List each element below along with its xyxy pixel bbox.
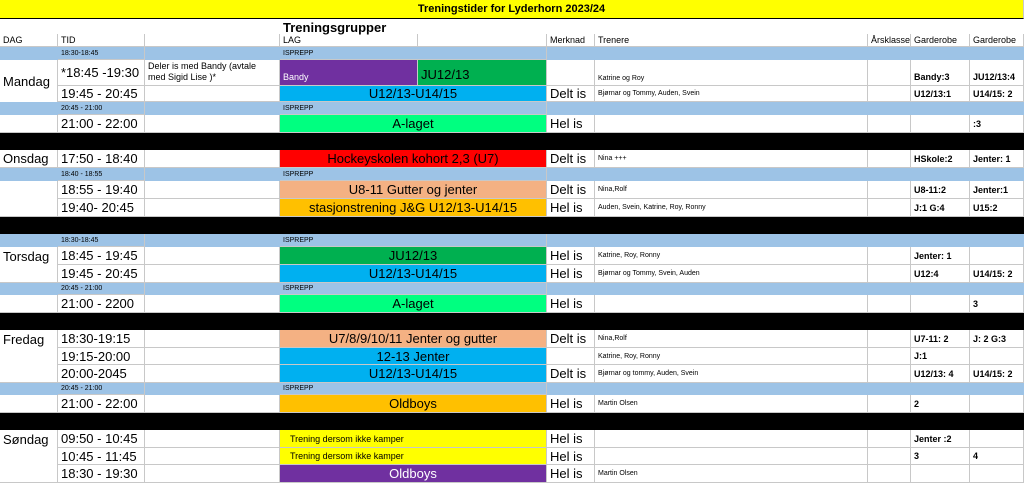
row-garderobe-2[interactable] — [970, 395, 1024, 413]
row-garderobe-2[interactable]: U14/15: 2 — [970, 265, 1024, 283]
row-garderobe-1[interactable]: U12:4 — [911, 265, 970, 283]
row-trenere[interactable] — [595, 430, 868, 448]
row-garderobe-2[interactable]: 4 — [970, 448, 1024, 465]
row-time[interactable]: 18:55 - 19:40 — [58, 181, 145, 199]
row-trenere[interactable] — [595, 448, 868, 465]
row-merknad[interactable]: Hel is — [547, 430, 595, 448]
isprepp-time[interactable]: 20:45 - 21:00 — [58, 383, 145, 395]
row-arsklasse[interactable] — [868, 247, 911, 265]
day-fredag[interactable]: Fredag — [0, 330, 58, 383]
row-note[interactable] — [145, 247, 280, 265]
row-merknad[interactable]: Hel is — [547, 247, 595, 265]
row-arsklasse[interactable] — [868, 199, 911, 217]
day-cell[interactable] — [0, 115, 58, 133]
row-time[interactable]: 19:45 - 20:45 — [58, 265, 145, 283]
col-header-arsklasse[interactable]: Årsklasse — [868, 34, 911, 47]
row-trenere[interactable] — [595, 115, 868, 133]
row-garderobe-2[interactable]: 3 — [970, 295, 1024, 313]
row-note[interactable] — [145, 365, 280, 383]
isprepp-time[interactable]: 18:30-18:45 — [58, 47, 145, 60]
row-garderobe-2[interactable]: J: 2 G:3 — [970, 330, 1024, 348]
row-garderobe-2[interactable] — [970, 465, 1024, 483]
team-hockeyskolen[interactable]: Hockeyskolen kohort 2,3 (U7) — [280, 150, 547, 168]
team-trening[interactable]: Trening dersom ikke kamper — [280, 448, 547, 465]
row-merknad[interactable]: Delt is — [547, 150, 595, 168]
row-garderobe-1[interactable] — [911, 295, 970, 313]
row-arsklasse[interactable] — [868, 365, 911, 383]
row-merknad[interactable]: Hel is — [547, 295, 595, 313]
day-torsdag[interactable]: Torsdag — [0, 247, 58, 283]
row-trenere[interactable] — [595, 295, 868, 313]
row-garderobe-1[interactable] — [911, 465, 970, 483]
row-trenere[interactable]: Nina +++ — [595, 150, 868, 168]
row-arsklasse[interactable] — [868, 181, 911, 199]
row-garderobe-2[interactable]: U14/15: 2 — [970, 365, 1024, 383]
day-cell[interactable] — [0, 181, 58, 217]
row-merknad[interactable]: Hel is — [547, 115, 595, 133]
team-a-laget[interactable]: A-laget — [280, 115, 547, 133]
row-note[interactable] — [145, 150, 280, 168]
row-merknad[interactable]: Delt is — [547, 330, 595, 348]
row-time[interactable]: 19:40- 20:45 — [58, 199, 145, 217]
col-header-tid[interactable]: TID — [58, 34, 145, 47]
row-note[interactable] — [145, 448, 280, 465]
row-trenere[interactable]: Nina,Rolf — [595, 181, 868, 199]
row-merknad[interactable]: Hel is — [547, 465, 595, 483]
team-u8-11[interactable]: U8-11 Gutter og jenter — [280, 181, 547, 199]
row-merknad[interactable]: Hel is — [547, 199, 595, 217]
team-a-laget[interactable]: A-laget — [280, 295, 547, 313]
col-header-blank[interactable] — [418, 34, 547, 47]
row-time[interactable]: 21:00 - 22:00 — [58, 395, 145, 413]
row-garderobe-1[interactable]: 3 — [911, 448, 970, 465]
row-note[interactable] — [145, 265, 280, 283]
isprepp-label[interactable]: ISPREPP — [280, 283, 547, 295]
isprepp-label[interactable]: ISPREPP — [280, 234, 547, 247]
row-arsklasse[interactable] — [868, 265, 911, 283]
row-note[interactable] — [145, 348, 280, 365]
row-note[interactable]: Deler is med Bandy (avtale med Sigid Lise )* — [145, 60, 280, 86]
team-cell[interactable]: U12/13-U14/15 — [280, 365, 547, 383]
row-note[interactable] — [145, 86, 280, 102]
day-cell[interactable] — [0, 295, 58, 313]
isprepp-time[interactable]: 18:30-18:45 — [58, 234, 145, 247]
row-garderobe-1[interactable]: Bandy:3 — [911, 60, 970, 86]
team-bandy[interactable]: Bandy — [280, 60, 418, 86]
row-garderobe-1[interactable]: J:1 G:4 — [911, 199, 970, 217]
row-note[interactable] — [145, 295, 280, 313]
row-arsklasse[interactable] — [868, 295, 911, 313]
row-arsklasse[interactable] — [868, 448, 911, 465]
row-merknad[interactable]: Hel is — [547, 265, 595, 283]
team-cell[interactable]: U12/13-U14/15 — [280, 86, 547, 102]
row-trenere[interactable]: Katrine og Roy — [595, 60, 868, 86]
row-merknad[interactable]: Delt is — [547, 86, 595, 102]
row-garderobe-1[interactable]: HSkole:2 — [911, 150, 970, 168]
row-arsklasse[interactable] — [868, 86, 911, 102]
row-time[interactable]: 18:30 - 19:30 — [58, 465, 145, 483]
row-time[interactable]: 19:15-20:00 — [58, 348, 145, 365]
row-note[interactable] — [145, 465, 280, 483]
row-merknad[interactable]: Hel is — [547, 395, 595, 413]
row-garderobe-1[interactable]: U12/13: 4 — [911, 365, 970, 383]
team-ju12-13[interactable]: JU12/13 — [418, 60, 547, 86]
day-separator — [0, 313, 1024, 330]
row-garderobe-2[interactable]: :3 — [970, 115, 1024, 133]
row-time[interactable]: 18:45 - 19:45 — [58, 247, 145, 265]
row-garderobe-1[interactable]: U8-11:2 — [911, 181, 970, 199]
team-trening[interactable]: Trening dersom ikke kamper — [280, 430, 547, 448]
col-header-garderobe-1[interactable]: Garderobe — [911, 34, 970, 47]
row-time[interactable]: 17:50 - 18:40 — [58, 150, 145, 168]
row-time[interactable]: 10:45 - 11:45 — [58, 448, 145, 465]
row-merknad[interactable] — [547, 348, 595, 365]
row-garderobe-1[interactable]: Jenter: 1 — [911, 247, 970, 265]
row-arsklasse[interactable] — [868, 465, 911, 483]
row-garderobe-1[interactable]: U7-11: 2 — [911, 330, 970, 348]
row-merknad[interactable] — [547, 60, 595, 86]
team-cell[interactable]: U12/13-U14/15 — [280, 265, 547, 283]
row-garderobe-1[interactable]: 2 — [911, 395, 970, 413]
row-trenere[interactable]: Katrine, Roy, Ronny — [595, 247, 868, 265]
team-stasjonstrening[interactable]: stasjonstrening J&G U12/13-U14/15 — [280, 199, 547, 217]
row-time[interactable]: 19:45 - 20:45 — [58, 86, 145, 102]
team-ju12-13[interactable]: JU12/13 — [280, 247, 547, 265]
col-header-garderobe-2[interactable]: Garderobe — [970, 34, 1024, 47]
day-separator — [0, 217, 1024, 234]
row-note[interactable] — [145, 115, 280, 133]
row-time[interactable]: 20:00-2045 — [58, 365, 145, 383]
row-trenere[interactable]: Auden, Svein, Katrine, Roy, Ronny — [595, 199, 868, 217]
row-time[interactable]: 18:30-19:15 — [58, 330, 145, 348]
isprepp-time[interactable]: 18:40 - 18:55 — [58, 168, 145, 181]
row-time[interactable]: 21:00 - 2200 — [58, 295, 145, 313]
row-arsklasse[interactable] — [868, 430, 911, 448]
team-u7-11[interactable]: U7/8/9/10/11 Jenter og gutter — [280, 330, 547, 348]
col-header-merknad[interactable]: Merknad — [547, 34, 595, 47]
row-garderobe-2[interactable]: Jenter: 1 — [970, 150, 1024, 168]
isprepp-label[interactable]: ISPREPP — [280, 47, 547, 60]
row-garderobe-2[interactable]: Jenter:1 — [970, 181, 1024, 199]
row-garderobe-2[interactable] — [970, 348, 1024, 365]
day-cell[interactable] — [0, 395, 58, 413]
isprepp-label[interactable]: ISPREPP — [280, 102, 547, 115]
row-trenere[interactable]: Bjørnar og Tommy, Auden, Svein — [595, 86, 868, 102]
row-merknad[interactable]: Delt is — [547, 365, 595, 383]
col-header-lag[interactable]: LAG — [280, 34, 418, 47]
row-trenere[interactable]: Martin Olsen — [595, 465, 868, 483]
row-trenere[interactable]: Bjørnar og Tommy, Svein, Auden — [595, 265, 868, 283]
group-header: Treningsgrupper — [283, 19, 387, 35]
team-oldboys[interactable]: Oldboys — [280, 465, 547, 483]
day-mandag[interactable]: Mandag — [0, 60, 58, 102]
row-trenere[interactable]: Katrine, Roy, Ronny — [595, 348, 868, 365]
isprepp-time[interactable]: 20:45 - 21:00 — [58, 102, 145, 115]
day-onsdag[interactable]: Onsdag — [0, 150, 58, 168]
isprepp-label[interactable]: ISPREPP — [280, 168, 547, 181]
row-trenere[interactable]: Bjørnar og tommy, Auden, Svein — [595, 365, 868, 383]
row-garderobe-1[interactable]: Jenter :2 — [911, 430, 970, 448]
row-arsklasse[interactable] — [868, 115, 911, 133]
row-note[interactable] — [145, 181, 280, 199]
col-header-trenere[interactable]: Trenere — [595, 34, 868, 47]
row-trenere[interactable]: Nina,Rolf — [595, 330, 868, 348]
row-merknad[interactable]: Delt is — [547, 181, 595, 199]
day-separator — [0, 413, 1024, 430]
isprepp-label[interactable]: ISPREPP — [280, 383, 547, 395]
row-note[interactable] — [145, 199, 280, 217]
team-12-13-jenter[interactable]: 12-13 Jenter — [280, 348, 547, 365]
row-time[interactable]: 09:50 - 10:45 — [58, 430, 145, 448]
row-time[interactable]: 21:00 - 22:00 — [58, 115, 145, 133]
row-garderobe-2[interactable]: JU12/13:4 — [970, 60, 1024, 86]
day-separator — [0, 133, 1024, 150]
row-garderobe-2[interactable] — [970, 430, 1024, 448]
row-note[interactable] — [145, 430, 280, 448]
col-header-dag[interactable]: DAG — [0, 34, 58, 47]
row-arsklasse[interactable] — [868, 60, 911, 86]
row-garderobe-2[interactable]: U15:2 — [970, 199, 1024, 217]
row-arsklasse[interactable] — [868, 330, 911, 348]
row-arsklasse[interactable] — [868, 150, 911, 168]
row-note[interactable] — [145, 330, 280, 348]
row-garderobe-1[interactable] — [911, 115, 970, 133]
row-garderobe-2[interactable] — [970, 247, 1024, 265]
sheet-title: Treningstider for Lyderhorn 2023/24 — [0, 0, 1024, 19]
team-oldboys[interactable]: Oldboys — [280, 395, 547, 413]
isprepp-time[interactable]: 20:45 - 21:00 — [58, 283, 145, 295]
row-arsklasse[interactable] — [868, 348, 911, 365]
row-trenere[interactable]: Martin Olsen — [595, 395, 868, 413]
row-garderobe-1[interactable]: J:1 — [911, 348, 970, 365]
row-time[interactable]: *18:45 -19:30 — [58, 60, 145, 86]
row-note[interactable] — [145, 395, 280, 413]
day-sondag[interactable]: Søndag — [0, 430, 58, 483]
row-merknad[interactable]: Hel is — [547, 448, 595, 465]
row-garderobe-2[interactable]: U14/15: 2 — [970, 86, 1024, 102]
row-arsklasse[interactable] — [868, 395, 911, 413]
col-header-blank[interactable] — [145, 34, 280, 47]
row-garderobe-1[interactable]: U12/13:1 — [911, 86, 970, 102]
